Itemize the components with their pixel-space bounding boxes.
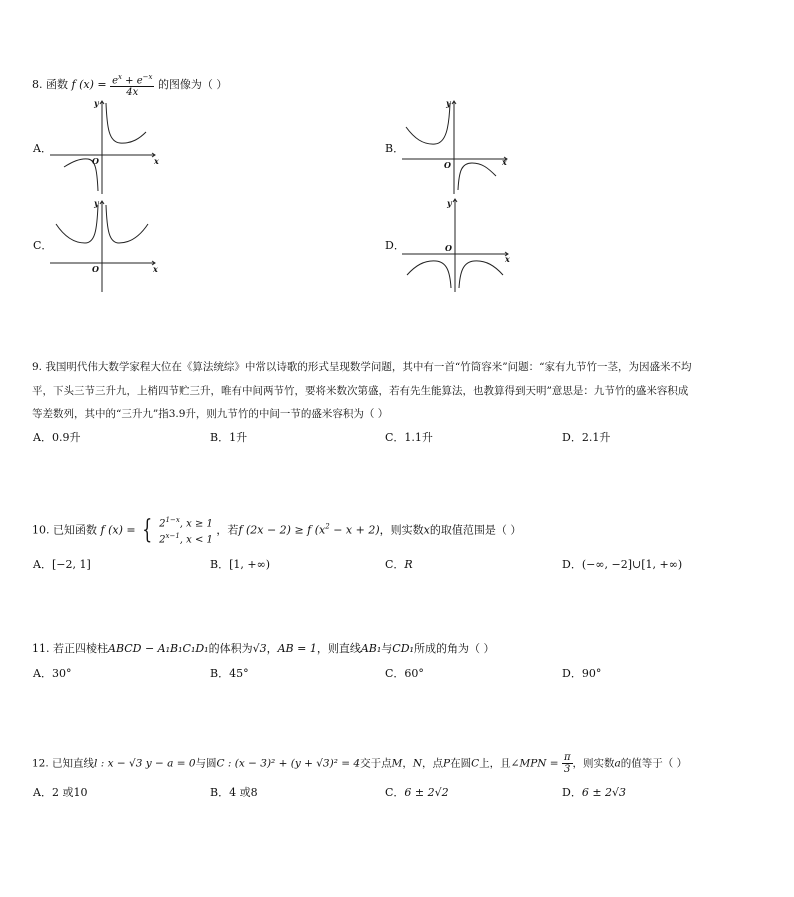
q11-option-b[interactable]: B．45° xyxy=(210,667,249,680)
curve-right xyxy=(458,163,496,190)
q8-func-lhs: f (x) = xyxy=(71,78,107,92)
y-label: y xyxy=(446,98,451,108)
q12-option-c[interactable]: C．6 ± 2√2 xyxy=(385,786,449,799)
q9-option-b[interactable]: B．1升 xyxy=(210,431,248,444)
q9-option-c[interactable]: C．1.1升 xyxy=(385,431,433,444)
q12-stem: 12. 已知直线l : x − √3 y − a = 0与圆C : (x − 3)² + (y + √3)² = 4交于点M，N，点P在圆C上，且∠MPN = $\frac{\pi}{3}$ ，则实数a的值等于（ ） xyxy=(32,752,688,775)
q8-graph-c[interactable] xyxy=(50,198,160,294)
q10-stem: 10. 已知函数 f (x) = { $2^{1-x}$, x ≥ 1 $2^{x-1}$, x < 1 ，若f (2x − 2) ≥ f $(x^2 - x + 2)$，则实数x的取值范围是（ ） xyxy=(32,515,522,546)
q10-piecewise: $2^{1-x}$, x ≥ 1 $2^{x-1}$, x < 1 xyxy=(159,516,213,546)
q10-option-d[interactable]: D．(−∞, −2]∪[1, +∞) xyxy=(562,558,683,571)
q11-option-a[interactable]: A．30° xyxy=(33,667,72,680)
origin-label: O xyxy=(445,243,452,253)
curve-right xyxy=(106,205,148,243)
q9-option-d[interactable]: D．2.1升 xyxy=(562,431,611,444)
x-label: x xyxy=(502,157,507,167)
curve-left xyxy=(407,261,451,288)
q8-stem-after: 的图像为（ ） xyxy=(157,78,228,92)
q8-graph-a[interactable] xyxy=(50,98,160,194)
y-label: y xyxy=(447,198,452,208)
q8-graph-d[interactable] xyxy=(402,196,514,294)
q9-option-a[interactable]: A．0.9升 xyxy=(33,431,81,444)
q8-stem xyxy=(32,72,227,98)
q11-option-d[interactable]: D．90° xyxy=(562,667,602,680)
q9-line-3: 等差数列，其中的“三升九”指3.9升，则九节竹的中间一节的盛米容积为（ ） xyxy=(32,408,389,420)
q10-brace: { xyxy=(142,515,153,546)
q8-number: 8. xyxy=(32,78,43,92)
q10-option-c[interactable]: C．R xyxy=(385,558,413,571)
origin-label: O xyxy=(92,156,99,166)
x-label: x xyxy=(153,264,158,274)
q11-stem: 11. 若正四棱柱ABCD − A₁B₁C₁D₁的体积为√3，AB = 1，则直线AB₁与CD₁所成的角为（ ） xyxy=(32,642,495,655)
q11-prism: ABCD − A₁B₁C₁D₁ xyxy=(108,642,209,655)
q8-graph-b[interactable] xyxy=(402,98,512,194)
q12-option-a[interactable]: A．2 或10 xyxy=(33,786,88,799)
curve-right xyxy=(106,103,146,143)
q12-option-d[interactable]: D．6 ± 2√3 xyxy=(562,786,627,799)
q8-option-d-label[interactable]: D． xyxy=(385,239,405,252)
q8-fraction: $\frac{e^x + e^{-x}}{4x}$ xyxy=(112,73,153,99)
q10-inequality: f (2x − 2) ≥ f (x xyxy=(238,523,326,537)
q10-option-a[interactable]: A．[−2, 1] xyxy=(33,558,91,571)
origin-label: O xyxy=(92,264,99,274)
x-label: x xyxy=(154,156,159,166)
q8-stem-before: 函数 xyxy=(46,78,68,92)
origin-label: O xyxy=(444,160,451,170)
curve-left xyxy=(406,103,450,144)
x-label: x xyxy=(505,254,510,264)
q12-option-b[interactable]: B．4 或8 xyxy=(210,786,258,799)
q12-fraction: $\frac{\pi}{3}$ xyxy=(563,752,571,775)
q10-func-lhs: f (x) = xyxy=(100,523,136,537)
q8-option-a-label[interactable]: A． xyxy=(33,142,52,155)
q11-option-c[interactable]: C．60° xyxy=(385,667,424,680)
q12-circle-equation: C : (x − 3)² + (y + √3)² = 4 xyxy=(216,757,361,770)
curve-right xyxy=(459,261,503,288)
y-label: y xyxy=(94,198,99,208)
q12-line-equation: l : x − √3 y − a = 0 xyxy=(94,757,196,770)
q8-option-b-label[interactable]: B． xyxy=(385,142,405,155)
q9-line-2: 平，下头三节三升九，上梢四节贮三升，唯有中间两节竹，要将米数次第盛，若有先生能算法，也教算得到天明”意思是：九节竹的盛米容积成 xyxy=(32,385,689,397)
y-label: y xyxy=(94,98,99,108)
q8-option-c-label[interactable]: C． xyxy=(33,239,53,252)
q10-option-b[interactable]: B．[1, +∞) xyxy=(210,558,271,571)
q9-line-1: 9. 我国明代伟大数学家程大位在《算法统综》中常以诗歌的形式呈现数学问题，其中有一首“竹筒容米”问题：“家有九节竹一茎，为因盛米不均 xyxy=(32,361,692,373)
curve-left xyxy=(56,205,98,243)
